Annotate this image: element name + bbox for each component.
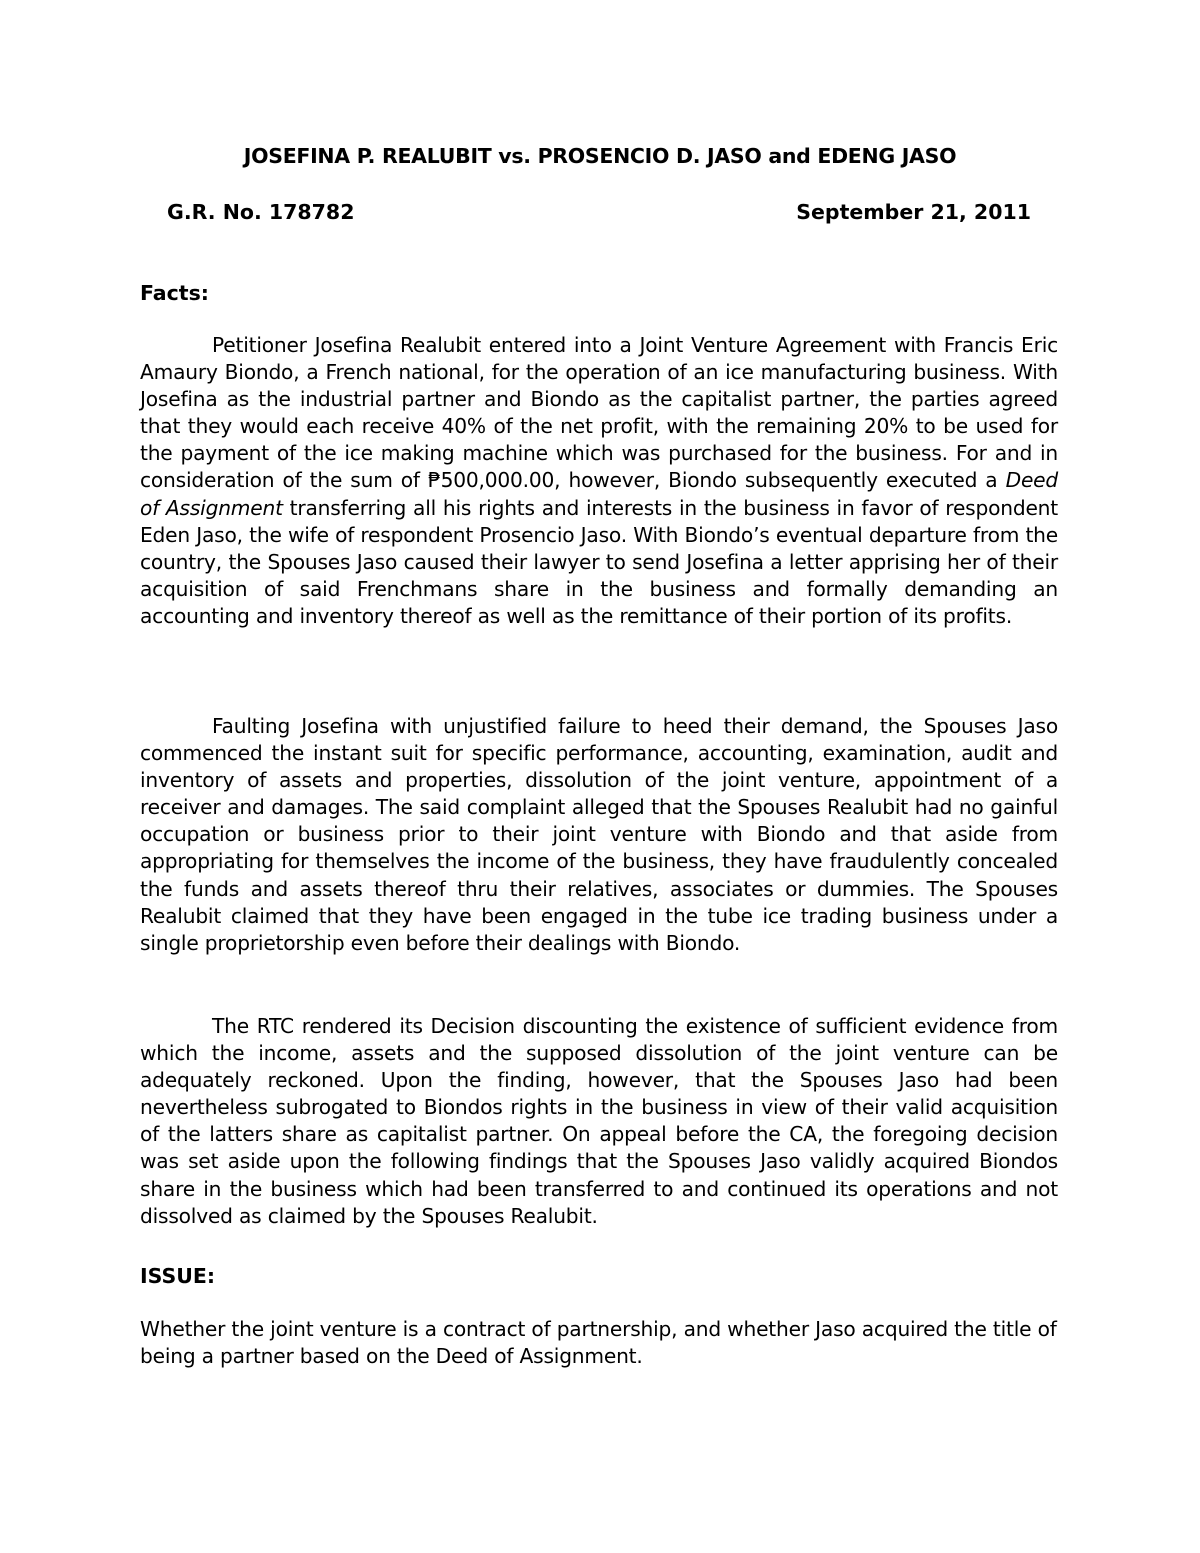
facts-paragraph-1	[140, 332, 1058, 630]
facts-paragraph-3: The RTC rendered its Decision discounting the existence of sufficient evidence from which the income, assets and the supposed dissolution of the joint venture can be adequately reckoned. Upon the finding, however, that the Spouses Jaso had been nevertheless subrogated to Biondos rights in the business in view of their valid acquisition of the latters share as capitalist partner. On appeal before the CA, the foregoing decision was set aside upon the following findings that the Spouses Jaso validly acquired Biondos share in the business which had been transferred to and continued its operations and not dissolved as claimed by the Spouses Realubit.	[140, 1014, 1058, 1228]
facts-paragraph-1-text-a: Petitioner Josefina Realubit entered into a Joint Venture Agreement with Francis Eric Amaury Biondo, a French national, for the operation of an ice manufacturing business. With Josefina as the industrial partner and Biondo as the capitalist partner, the parties agreed that they would each receive 40% of the net profit, with the remaining 20% to be used for the payment of the ice making machine which was purchased for the business. For and in consideration of the sum of ₱500,000.00, however, Biondo subsequently executed a	[140, 333, 1058, 493]
case-number: G.R. No. 178782	[167, 200, 355, 224]
issue-text: Whether the joint venture is a contract of partnership, and whether Jaso acquired the title of being a partner based on the Deed of Assignment.	[140, 1317, 1057, 1369]
case-meta	[167, 198, 1031, 226]
facts-paragraph-2: Faulting Josefina with unjustified failure to heed their demand, the Spouses Jaso commenced the instant suit for specific performance, accounting, examination, audit and inventory of assets and properties, dissolution of the joint venture, appointment of a receiver and damages. The said complaint alleged that the Spouses Realubit had no gainful occupation or business prior to their joint venture with Biondo and that aside from appropriating for themselves the income of the business, they have fraudulently concealed the funds and assets thereof thru their relatives, associates or dummies. The Spouses Realubit claimed that they have been engaged in the tube ice trading business under a single proprietorship even before their dealings with Biondo.	[140, 714, 1058, 955]
case-date: September 21, 2011	[796, 200, 1031, 224]
issue-heading: ISSUE:	[140, 1264, 216, 1288]
case-title: JOSEFINA P. REALUBIT vs. PROSENCIO D. JASO and EDENG JASO	[243, 144, 957, 168]
facts-paragraph-1-text-b: transferring all his rights and interests in the business in favor of respondent Eden Jaso, the wife of respondent Prosencio Jaso. With Biondo’s eventual departure from the country, the Spouses Jaso caused their lawyer to send Josefina a letter apprising her of their acquisition of said Frenchmans share in the business and formally demanding an accounting and inventory thereof as well as the remittance of their portion of its profits.	[140, 495, 1058, 628]
facts-heading: Facts:	[140, 281, 209, 305]
deed-of-assignment-italic: Deed of Assignment	[140, 468, 1058, 520]
